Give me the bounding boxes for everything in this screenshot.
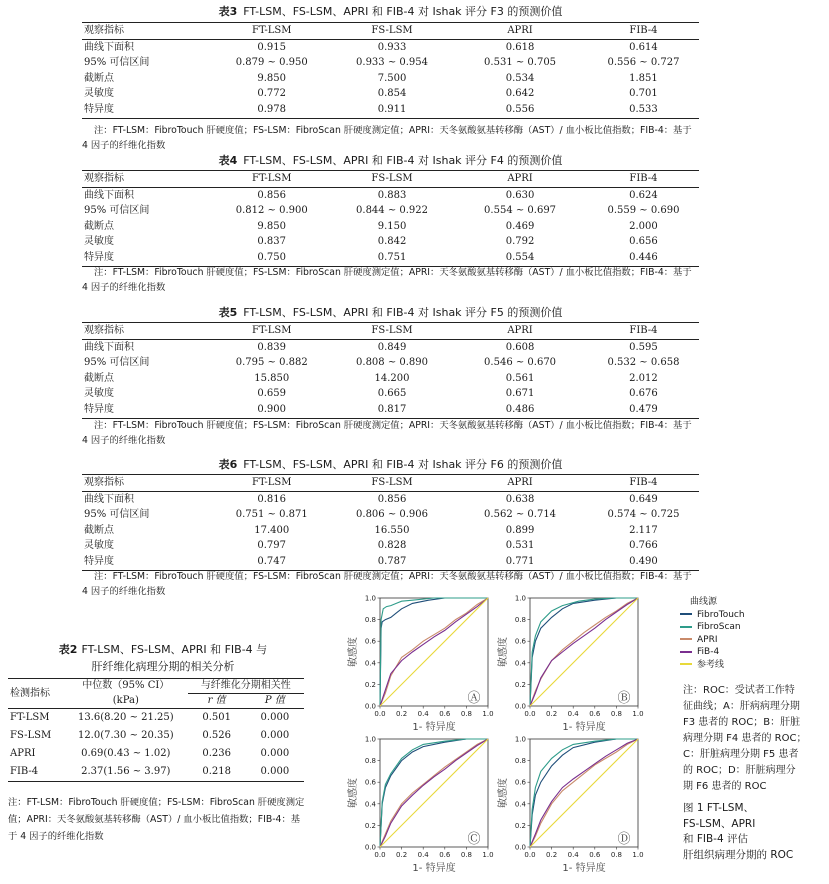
table5-cell: 0.676 bbox=[629, 388, 658, 400]
table3-cell: 9.850 bbox=[257, 72, 287, 84]
y-tick-label: 0.2 bbox=[514, 680, 526, 689]
x-tick-label: 0.0 bbox=[524, 851, 536, 859]
y-tick-label: 1.0 bbox=[514, 594, 526, 603]
table6-row-label: 截断点 bbox=[84, 524, 114, 536]
table6-cell: 0.828 bbox=[377, 540, 407, 552]
figure-note-line: F3 患者的 ROC；B：肝脏 bbox=[683, 717, 801, 728]
y-tick-label: 0.0 bbox=[514, 702, 526, 711]
y-tick-label: 0.8 bbox=[514, 757, 526, 766]
y-tick-label: 0.4 bbox=[514, 800, 526, 809]
panel-label: Ⓒ bbox=[467, 832, 481, 847]
table5-row bbox=[82, 402, 699, 418]
table6-note: 注：FT-LSM：FibroTouch 肝硬度值；FS-LSM：FibroScan 肝硬度测定值；APRI：天冬氨酸氨基转移酶（AST）/ 血小板比值指数；FIB-4：基于 4 因子的纤维化指数 bbox=[82, 571, 692, 597]
table5-cell: 0.808 ~ 0.890 bbox=[356, 357, 429, 369]
table2-row bbox=[8, 763, 304, 782]
table6-cell: 2.117 bbox=[629, 524, 658, 536]
y-tick-label: 0.0 bbox=[364, 843, 376, 852]
table4-row-label: 95% 可信区间 bbox=[84, 205, 150, 217]
table6-cell: 0.747 bbox=[212, 554, 332, 570]
x-tick-label: 0.2 bbox=[396, 851, 408, 859]
roc-figure bbox=[330, 590, 680, 884]
table5-row bbox=[82, 371, 699, 387]
table2-title-line1: FT-LSM、FS-LSM、APRI 和 FIB-4 与 bbox=[81, 643, 268, 656]
table3-row bbox=[82, 39, 699, 55]
table3-header-cell: FT-LSM bbox=[212, 23, 332, 40]
table3-cell: 0.911 bbox=[332, 102, 452, 118]
table2-cell: 0.526 bbox=[202, 730, 231, 741]
table6-cell: 0.531 bbox=[505, 540, 535, 552]
y-tick-label: 0.6 bbox=[514, 778, 526, 787]
table4-row bbox=[82, 187, 699, 203]
table3-cell: 0.915 bbox=[257, 41, 287, 53]
legend-label-fib4: FiB-4 bbox=[697, 647, 720, 658]
panel-label: Ⓓ bbox=[617, 832, 631, 847]
figure-caption-line: 和 FIB-4 评估 bbox=[683, 833, 748, 845]
table4-cell: 0.842 bbox=[377, 236, 407, 248]
table4-number: 表4 bbox=[218, 154, 238, 167]
table6-row bbox=[82, 523, 699, 539]
y-tick-label: 0.4 bbox=[514, 659, 526, 668]
table3-cell: 0.614 bbox=[629, 41, 658, 53]
table2-title bbox=[4, 641, 322, 675]
table6-cell: 0.649 bbox=[629, 493, 658, 505]
table5-cell: 0.671 bbox=[505, 388, 535, 400]
table5-cell: 0.817 bbox=[332, 402, 452, 418]
legend-swatch-apri bbox=[680, 638, 692, 640]
table3-number: 表3 bbox=[218, 5, 238, 18]
x-axis-label: 1- 特异度 bbox=[412, 863, 456, 874]
table6-number: 表6 bbox=[218, 458, 238, 471]
legend-label-fibroscan: FibroScan bbox=[697, 622, 741, 633]
table3-cell: 0.618 bbox=[505, 41, 535, 53]
table3-cell: 0.534 bbox=[505, 72, 535, 84]
table3-header-cell: FS-LSM bbox=[332, 23, 452, 40]
table5-cell: 0.839 bbox=[257, 341, 287, 353]
table5-cell: 0.546 ~ 0.670 bbox=[484, 357, 557, 369]
y-tick-label: 0.0 bbox=[364, 702, 376, 711]
table2-header-median: 中位数（95% CI） bbox=[64, 679, 187, 694]
table5-cell: 0.849 bbox=[377, 341, 407, 353]
table2 bbox=[8, 678, 304, 782]
x-tick-label: 0.8 bbox=[610, 710, 622, 718]
table5-row bbox=[82, 355, 699, 371]
table6-row-label: 95% 可信区间 bbox=[84, 509, 150, 521]
table2-row-label: FT-LSM bbox=[10, 712, 50, 723]
figure-caption-line: FS-LSM、APRI bbox=[683, 817, 756, 830]
x-tick-label: 0.8 bbox=[610, 851, 622, 859]
legend-swatch-fib4 bbox=[680, 651, 692, 653]
figure-note-line: 病理分期 F4 患者的 ROC； bbox=[683, 733, 807, 744]
table6-header-row bbox=[82, 475, 699, 492]
table6-cell: 0.490 bbox=[588, 554, 699, 570]
x-tick-label: 0.4 bbox=[417, 851, 429, 859]
table3-row-label: 95% 可信区间 bbox=[84, 57, 150, 69]
x-tick-label: 0.4 bbox=[567, 851, 579, 859]
table3-cell: 0.533 bbox=[588, 102, 699, 118]
table2-cell: 0.000 bbox=[246, 763, 304, 782]
y-axis-label: 敏感度 bbox=[348, 778, 359, 808]
table6-row bbox=[82, 538, 699, 554]
legend-title: 曲线源 bbox=[690, 597, 718, 607]
table5-note: 注：FT-LSM：FibroTouch 肝硬度值；FS-LSM：FibroScan 肝硬度测定值；APRI：天冬氨酸氨基转移酶（AST）/ 血小板比值指数；FIB-4：基于 4 因子的纤维化指数 bbox=[82, 420, 692, 446]
table6-row-label: 曲线下面积 bbox=[84, 493, 134, 505]
x-tick-label: 0.4 bbox=[417, 710, 429, 718]
table2-header-r: r 值 bbox=[188, 694, 246, 709]
legend-label-fibrotouch: FibroTouch bbox=[697, 609, 745, 620]
table6-header-cell: 观察指标 bbox=[82, 475, 212, 492]
figure-note bbox=[683, 683, 823, 795]
y-tick-label: 0.6 bbox=[364, 778, 376, 787]
table2-cell: 0.000 bbox=[260, 712, 290, 723]
x-tick-label: 1.0 bbox=[632, 710, 644, 718]
roc-curve-参考线 bbox=[380, 739, 488, 847]
table4-cell: 0.856 bbox=[257, 189, 287, 201]
table4-cell: 0.554 bbox=[452, 250, 588, 266]
legend-label-reference: 参考线 bbox=[697, 659, 725, 670]
table5-cell: 0.608 bbox=[505, 341, 535, 353]
x-tick-label: 0.6 bbox=[589, 710, 601, 718]
table4-row-label: 灵敏度 bbox=[84, 236, 114, 248]
figure-caption-line: 肝组织病理分期的 ROC bbox=[683, 848, 794, 861]
x-tick-label: 0.0 bbox=[524, 710, 536, 718]
table6-cell: 0.751 ~ 0.871 bbox=[235, 509, 308, 521]
roc-curve-参考线 bbox=[380, 598, 488, 706]
y-tick-label: 0.0 bbox=[514, 843, 526, 852]
table3-cell: 0.701 bbox=[629, 88, 658, 100]
table4-cell: 0.469 bbox=[505, 220, 535, 232]
table2-cell: 0.000 bbox=[260, 748, 290, 759]
table3-cell: 0.556 bbox=[452, 102, 588, 118]
table3-note: 注：FT-LSM：FibroTouch 肝硬度值；FS-LSM：FibroScan 肝硬度测定值；APRI：天冬氨酸氨基转移酶（AST）/ 血小板比值指数；FIB-4：基于 4 因子的纤维化指数 bbox=[82, 125, 692, 151]
table2-cell: 0.69(0.43 ~ 1.02) bbox=[81, 748, 171, 759]
y-tick-label: 0.8 bbox=[364, 616, 376, 625]
table6-cell: 0.797 bbox=[257, 540, 287, 552]
table5-cell: 0.795 ~ 0.882 bbox=[235, 357, 308, 369]
table3-cell: 0.854 bbox=[377, 88, 407, 100]
table5-header-row bbox=[82, 323, 699, 340]
table2-header-indicator: 检测指标 bbox=[8, 679, 64, 709]
table4-header-cell: 观察指标 bbox=[82, 171, 212, 188]
table3-cell: 0.879 ~ 0.950 bbox=[235, 57, 308, 69]
table5-row-label: 曲线下面积 bbox=[84, 341, 134, 353]
x-tick-label: 1.0 bbox=[632, 851, 644, 859]
table6-row bbox=[82, 554, 699, 570]
table6-cell: 0.816 bbox=[257, 493, 287, 505]
table4-row bbox=[82, 250, 699, 266]
table3-cell: 0.978 bbox=[212, 102, 332, 118]
table6-cell: 0.766 bbox=[629, 540, 658, 552]
table4-cell: 0.792 bbox=[505, 236, 535, 248]
table6-row bbox=[82, 491, 699, 507]
table5-header-cell: FIB-4 bbox=[588, 323, 699, 340]
table3 bbox=[82, 22, 699, 119]
table5-row-label: 95% 可信区间 bbox=[84, 357, 150, 369]
table3-row bbox=[82, 86, 699, 102]
legend-item-apri bbox=[680, 634, 745, 647]
table2-cell: 12.0(7.30 ~ 20.35) bbox=[77, 730, 174, 741]
table3-header-cell: APRI bbox=[452, 23, 588, 40]
table2-title-line2: 肝纤维化病理分期的相关分析 bbox=[91, 660, 235, 673]
table6-title bbox=[82, 456, 699, 472]
x-tick-label: 0.0 bbox=[374, 710, 386, 718]
table2-header-row1 bbox=[8, 679, 304, 694]
figure-note-line: 征曲线；A：肝病病理分期 bbox=[683, 701, 800, 712]
table6-cell: 0.806 ~ 0.906 bbox=[356, 509, 429, 521]
table4-cell: 0.630 bbox=[505, 189, 535, 201]
y-axis-label: 敏感度 bbox=[498, 778, 509, 808]
table5-row bbox=[82, 386, 699, 402]
table2-row bbox=[8, 709, 304, 728]
table2-header-corr: 与纤维化分期相关性 bbox=[188, 679, 304, 694]
table3-row-label: 截断点 bbox=[84, 72, 114, 84]
figure-note-line: C：肝脏病理分期 F5 患者 bbox=[683, 749, 799, 760]
table6-header-cell: FT-LSM bbox=[212, 475, 332, 492]
table2-cell: 2.37(1.56 ~ 3.97) bbox=[64, 763, 187, 782]
legend-label-apri: APRI bbox=[697, 634, 718, 645]
table5-row-label: 灵敏度 bbox=[84, 388, 114, 400]
table3-row bbox=[82, 55, 699, 71]
legend-item-fibroscan bbox=[680, 621, 745, 634]
table6-header-cell: APRI bbox=[452, 475, 588, 492]
table4-cell: 0.624 bbox=[629, 189, 658, 201]
table5-cell: 0.595 bbox=[629, 341, 658, 353]
table6-cell: 0.856 bbox=[377, 493, 407, 505]
table3-row bbox=[82, 102, 699, 118]
table6 bbox=[82, 474, 699, 571]
x-axis-label: 1- 特异度 bbox=[562, 722, 606, 733]
table4-cell: 0.750 bbox=[212, 250, 332, 266]
table4-row bbox=[82, 234, 699, 250]
table5-header-cell: APRI bbox=[452, 323, 588, 340]
table5-cell: 0.532 ~ 0.658 bbox=[607, 357, 680, 369]
table5-header-cell: FS-LSM bbox=[332, 323, 452, 340]
x-tick-label: 0.4 bbox=[567, 710, 579, 718]
panel-label: Ⓑ bbox=[617, 691, 631, 706]
table6-cell: 0.771 bbox=[452, 554, 588, 570]
table5-cell: 14.200 bbox=[374, 372, 410, 384]
table2-cell: 0.218 bbox=[188, 763, 246, 782]
x-tick-label: 1.0 bbox=[482, 710, 494, 718]
y-tick-label: 0.4 bbox=[364, 800, 376, 809]
table3-row bbox=[82, 71, 699, 87]
table3-header-cell: FIB-4 bbox=[588, 23, 699, 40]
table2-row-label: APRI bbox=[10, 748, 36, 759]
table5-title bbox=[82, 304, 699, 320]
x-tick-label: 0.2 bbox=[546, 710, 558, 718]
table2-cell: 0.000 bbox=[260, 730, 290, 741]
y-tick-label: 0.6 bbox=[514, 637, 526, 646]
table3-title-text: FT-LSM、FS-LSM、APRI 和 FIB-4 对 Ishak 评分 F3 的预测价值 bbox=[243, 5, 563, 18]
table4 bbox=[82, 170, 699, 267]
table6-cell: 17.400 bbox=[254, 524, 290, 536]
table5-header-cell: 观察指标 bbox=[82, 323, 212, 340]
table4-cell: 0.446 bbox=[588, 250, 699, 266]
table5-row-label: 特异度 bbox=[82, 402, 212, 418]
table4-cell: 0.844 ~ 0.922 bbox=[356, 205, 429, 217]
y-tick-label: 0.2 bbox=[364, 821, 376, 830]
table5-cell: 2.012 bbox=[629, 372, 658, 384]
table5-cell: 0.900 bbox=[212, 402, 332, 418]
table5 bbox=[82, 322, 699, 419]
table5-header-cell: FT-LSM bbox=[212, 323, 332, 340]
table5-title-text: FT-LSM、FS-LSM、APRI 和 FIB-4 对 Ishak 评分 F5 的预测价值 bbox=[243, 306, 563, 319]
table4-cell: 0.554 ~ 0.697 bbox=[484, 205, 557, 217]
table3-cell: 0.531 ~ 0.705 bbox=[484, 57, 557, 69]
table6-cell: 0.574 ~ 0.725 bbox=[607, 509, 680, 521]
legend-item-reference bbox=[680, 659, 745, 672]
table6-row-label: 灵敏度 bbox=[84, 540, 114, 552]
table6-cell: 0.638 bbox=[505, 493, 535, 505]
table4-cell: 0.837 bbox=[257, 236, 287, 248]
table4-cell: 9.150 bbox=[377, 220, 407, 232]
table3-row-label: 灵敏度 bbox=[84, 88, 114, 100]
table3-header-row bbox=[82, 23, 699, 40]
roc-curve-参考线 bbox=[530, 739, 638, 847]
table6-cell: 0.562 ~ 0.714 bbox=[484, 509, 557, 521]
table6-header-cell: FS-LSM bbox=[332, 475, 452, 492]
figure-note-line: 期 F6 患者的 ROC bbox=[683, 781, 767, 792]
table3-cell: 0.933 ~ 0.954 bbox=[356, 57, 429, 69]
table6-cell: 16.550 bbox=[374, 524, 410, 536]
table4-row-label: 特异度 bbox=[82, 250, 212, 266]
table2-row bbox=[8, 745, 304, 763]
table4-title bbox=[82, 152, 699, 168]
table4-header-cell: FS-LSM bbox=[332, 171, 452, 188]
table4-cell: 9.850 bbox=[257, 220, 287, 232]
table3-cell: 1.851 bbox=[629, 72, 658, 84]
table4-row bbox=[82, 219, 699, 235]
y-tick-label: 0.2 bbox=[364, 680, 376, 689]
table5-cell: 0.665 bbox=[377, 388, 407, 400]
table3-header-cell: 观察指标 bbox=[82, 23, 212, 40]
table4-cell: 0.812 ~ 0.900 bbox=[235, 205, 308, 217]
table6-header-cell: FIB-4 bbox=[588, 475, 699, 492]
y-tick-label: 0.2 bbox=[514, 821, 526, 830]
table2-cell: 0.236 bbox=[202, 748, 231, 759]
x-tick-label: 1.0 bbox=[482, 851, 494, 859]
x-tick-label: 0.8 bbox=[460, 710, 472, 718]
legend-swatch-reference bbox=[680, 663, 692, 665]
table4-header-row bbox=[82, 171, 699, 188]
y-tick-label: 1.0 bbox=[514, 735, 526, 744]
y-axis-label: 敏感度 bbox=[498, 637, 509, 667]
table6-title-text: FT-LSM、FS-LSM、APRI 和 FIB-4 对 Ishak 评分 F6 的预测价值 bbox=[243, 458, 563, 471]
figure-note-line: 注：ROC：受试者工作特 bbox=[683, 685, 795, 696]
table6-cell: 0.899 bbox=[505, 524, 535, 536]
table6-row bbox=[82, 507, 699, 523]
table5-cell: 0.659 bbox=[257, 388, 287, 400]
table5-cell: 0.486 bbox=[452, 402, 588, 418]
legend-swatch-fibrotouch bbox=[680, 613, 692, 615]
table3-cell: 0.556 ~ 0.727 bbox=[607, 57, 680, 69]
table4-row-label: 曲线下面积 bbox=[84, 189, 134, 201]
table3-cell: 0.772 bbox=[257, 88, 287, 100]
table2-note: 注：FT-LSM：FibroTouch 肝硬度值；FS-LSM：FibroScan 肝硬度测定值；APRI：天冬氨酸氨基转移酶（AST）/ 血小板比值指数；FIB-4：基于 4 因子的纤维化指数 bbox=[8, 797, 305, 842]
table4-title-text: FT-LSM、FS-LSM、APRI 和 FIB-4 对 Ishak 评分 F4 的预测价值 bbox=[243, 154, 563, 167]
panel-label: Ⓐ bbox=[467, 691, 481, 706]
table2-row bbox=[8, 727, 304, 745]
table2-header-unit: (kPa) bbox=[64, 694, 187, 709]
legend-swatch-fibroscan bbox=[680, 626, 692, 628]
x-tick-label: 0.0 bbox=[374, 851, 386, 859]
figure-caption bbox=[683, 801, 823, 863]
table4-note: 注：FT-LSM：FibroTouch 肝硬度值；FS-LSM：FibroScan 肝硬度测定值；APRI：天冬氨酸氨基转移酶（AST）/ 血小板比值指数；FIB-4：基于 4 因子的纤维化指数 bbox=[82, 267, 692, 293]
table6-row-label: 特异度 bbox=[82, 554, 212, 570]
legend-item-fib4 bbox=[680, 646, 745, 659]
table5-number: 表5 bbox=[218, 306, 238, 319]
table2-number: 表2 bbox=[58, 643, 78, 656]
table4-header-cell: FT-LSM bbox=[212, 171, 332, 188]
table2-row-label: FIB-4 bbox=[8, 763, 64, 782]
x-tick-label: 0.8 bbox=[460, 851, 472, 859]
table3-cell: 7.500 bbox=[377, 72, 407, 84]
table4-cell: 0.656 bbox=[629, 236, 658, 248]
table3-cell: 0.933 bbox=[377, 41, 407, 53]
table4-header-cell: APRI bbox=[452, 171, 588, 188]
table4-cell: 0.751 bbox=[332, 250, 452, 266]
y-tick-label: 0.8 bbox=[514, 616, 526, 625]
table2-cell: 0.501 bbox=[202, 712, 231, 723]
table2-header-p: P 值 bbox=[246, 694, 304, 709]
table3-row-label: 曲线下面积 bbox=[84, 41, 134, 53]
y-tick-label: 0.4 bbox=[364, 659, 376, 668]
figure-legend bbox=[680, 596, 745, 672]
x-axis-label: 1- 特异度 bbox=[412, 722, 456, 733]
x-tick-label: 0.6 bbox=[439, 851, 451, 859]
table4-row bbox=[82, 203, 699, 219]
table4-cell: 0.559 ~ 0.690 bbox=[607, 205, 680, 217]
roc-curve-参考线 bbox=[530, 598, 638, 706]
table4-row-label: 截断点 bbox=[84, 220, 114, 232]
table5-cell: 0.479 bbox=[588, 402, 699, 418]
y-tick-label: 0.6 bbox=[364, 637, 376, 646]
table4-cell: 2.000 bbox=[629, 220, 658, 232]
table2-cell: 13.6(8.20 ~ 21.25) bbox=[77, 712, 174, 723]
table5-row-label: 截断点 bbox=[84, 372, 114, 384]
y-axis-label: 敏感度 bbox=[348, 637, 359, 667]
table3-row-label: 特异度 bbox=[82, 102, 212, 118]
figure-note-line: 的 ROC；D：肝脏病理分 bbox=[683, 765, 796, 776]
table5-row bbox=[82, 339, 699, 355]
x-axis-label: 1- 特异度 bbox=[562, 863, 606, 874]
table4-cell: 0.883 bbox=[377, 189, 407, 201]
y-tick-label: 1.0 bbox=[364, 594, 376, 603]
y-tick-label: 0.8 bbox=[364, 757, 376, 766]
table3-cell: 0.642 bbox=[505, 88, 535, 100]
x-tick-label: 0.6 bbox=[439, 710, 451, 718]
table5-cell: 0.561 bbox=[505, 372, 535, 384]
table5-cell: 15.850 bbox=[254, 372, 290, 384]
table4-header-cell: FIB-4 bbox=[588, 171, 699, 188]
figure-caption-line: 图 1 FT-LSM、 bbox=[683, 802, 755, 814]
legend-item-fibrotouch bbox=[680, 609, 745, 622]
table2-row-label: FS-LSM bbox=[10, 730, 52, 741]
y-tick-label: 1.0 bbox=[364, 735, 376, 744]
x-tick-label: 0.6 bbox=[589, 851, 601, 859]
x-tick-label: 0.2 bbox=[546, 851, 558, 859]
table3-title bbox=[82, 3, 699, 19]
x-tick-label: 0.2 bbox=[396, 710, 408, 718]
table6-cell: 0.787 bbox=[332, 554, 452, 570]
